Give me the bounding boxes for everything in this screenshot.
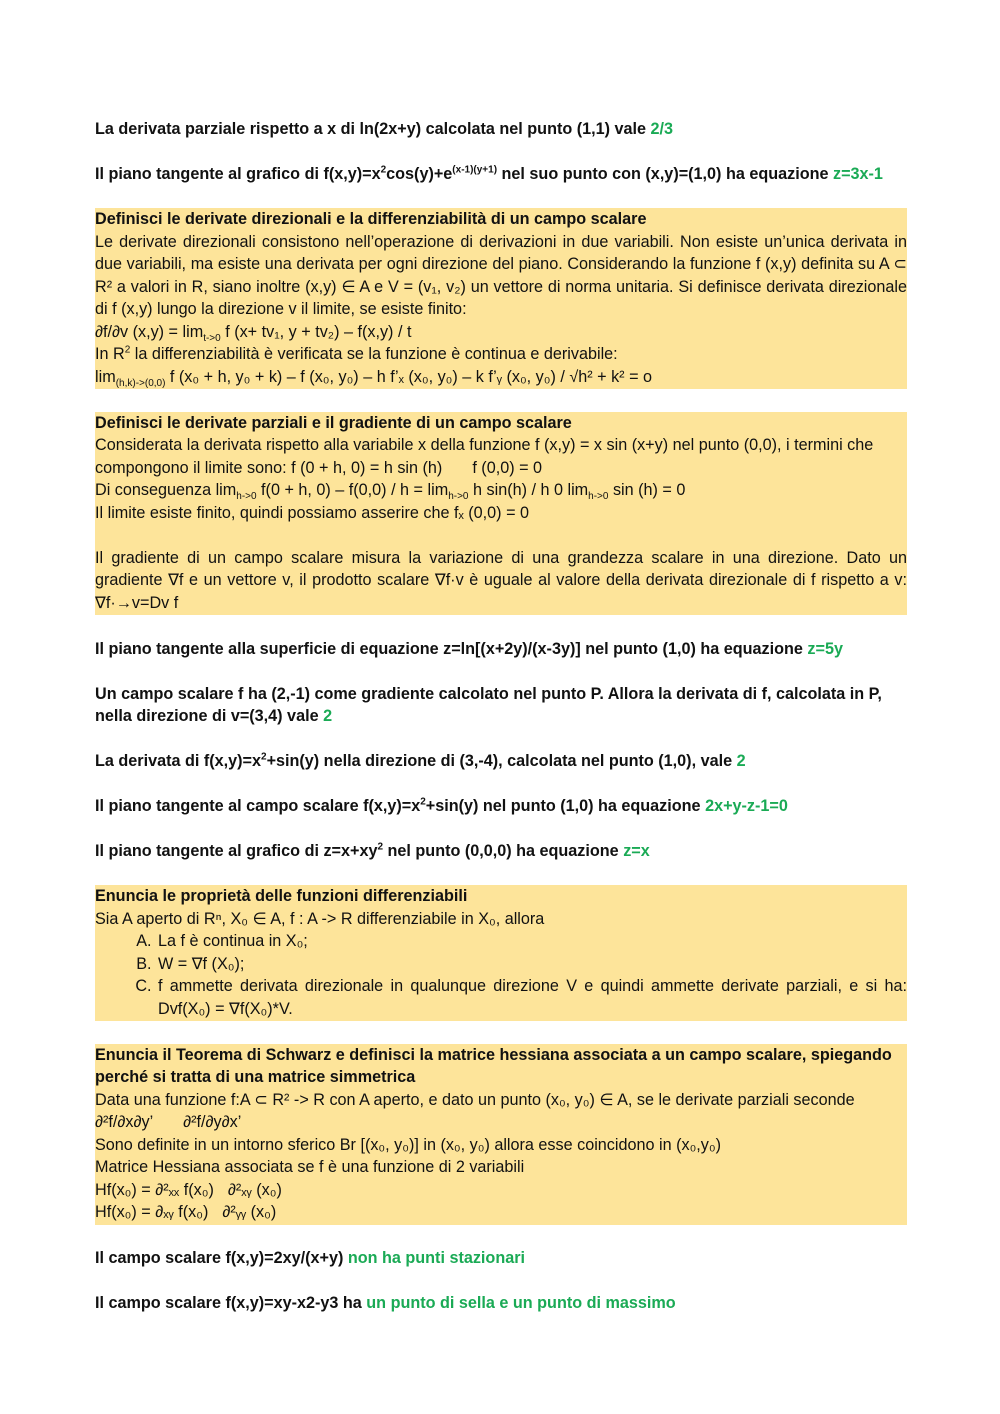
formula-text: f(0 + h, 0) – f(0,0) / h = lim [256, 481, 449, 499]
answer: z=3x-1 [832, 165, 883, 183]
superscript: 2 [377, 841, 384, 853]
question-5 [95, 750, 907, 773]
formula-text: f (x+ tv₁, y + tv₂) – f(x,y) / t [220, 322, 412, 341]
superscript: (x-1)(y+1) [452, 164, 498, 176]
list-item [156, 930, 907, 953]
formula-text: ∂²ᵧᵧ (x₀) [222, 1203, 277, 1221]
box-title: Enuncia le proprietà delle funzioni differenziabili [95, 887, 468, 905]
formula-text: h sin(h) / h 0 lim [468, 481, 589, 499]
box-formula [95, 321, 907, 344]
question-text: Il piano tangente al grafico di z=x+xy [95, 842, 378, 860]
box-line: Sia A aperto di Rⁿ, X₀ ∈ A, f : A -> R differenziabile in X₀, allora [95, 909, 545, 928]
formula-text: sin (h) = 0 [608, 481, 686, 499]
superscript: 2 [380, 164, 387, 176]
question-3 [95, 638, 907, 661]
list-item [156, 953, 907, 976]
list-item [156, 975, 907, 1020]
question-9 [95, 1292, 907, 1315]
box-formula [95, 479, 907, 502]
question-text: Un campo scalare f ha (2,-1) come gradiente calcolato nel punto P. Allora la derivata di f, calcolata in P, nella direzione di v=(3,4) vale [95, 684, 882, 725]
subscript: t->0 [203, 332, 221, 344]
formula-text: ∂f/∂v (x,y) = lim [95, 322, 204, 341]
question-text: Il campo scalare f(x,y)=xy-x2-y3 ha [95, 1294, 367, 1312]
box-paragraph: Il gradiente di un campo scalare misura la variazione di una grandezza scalare in una direzione. Dato un gradiente ∇f e un vettore v, il prodotto scalare ∇f·v è uguale al valore della derivata direzionale di f rispetto a v: ∇f·→v=Dv f [95, 548, 907, 612]
question-text: +sin(y) nella direzione di (3,-4), calcolata nel punto (1,0), vale [266, 752, 737, 770]
line-text: In R [95, 345, 125, 363]
subscript: h->0 [236, 491, 257, 503]
subscript: h->0 [588, 491, 609, 503]
box-formula [95, 1179, 907, 1202]
box-paragraph: Le derivate direzionali consistono nell’operazione di derivazioni in due variabili. Non esiste un’unica derivata in due variabili, ma esiste una derivata per ogni direzione del piano. Considerando la funzione f (x,y) definita su A ⊂ R² a valori in R, siano inoltre (x,y) ∈ A e V = (v₁, v₂) un vettore di norma unitaria. Si definisce derivata direzionale di f (x,y) lungo la direzione v il limite, se esiste finito: [95, 232, 907, 318]
question-7 [95, 840, 907, 863]
question-text: Il piano tangente al campo scalare f(x,y)=x [95, 797, 421, 815]
answer: 2x+y-z-1=0 [705, 797, 788, 815]
question-6 [95, 795, 907, 818]
formula-text: Hf(x₀) = ∂²ₓₓ f(x₀) [95, 1180, 214, 1199]
formula-text: lim [95, 367, 116, 386]
superscript: 2 [124, 344, 131, 356]
question-4 [95, 683, 907, 728]
box-title: Enuncia il Teorema di Schwarz e definisci la matrice hessiana associata a un campo scalare, spiegando perché si tratta di una matrice simmetrica [95, 1045, 892, 1086]
box-line: Il limite esiste finito, quindi possiamo asserire che fₓ (0,0) = 0 [95, 503, 530, 522]
box-line [95, 343, 907, 366]
box-partial-derivatives [95, 412, 907, 616]
box-paragraph [95, 434, 907, 479]
box-differentiable-properties [95, 885, 907, 1021]
question-2 [95, 163, 907, 186]
question-text: cos(y)+e [386, 165, 453, 183]
question-1 [95, 118, 907, 141]
answer: 2/3 [650, 120, 674, 138]
formula-text: Di conseguenza lim [95, 481, 237, 499]
paragraph-text: Considerata la derivata rispetto alla variabile x della funzione f (x,y) = x sin (x+y) nel punto (0,0), i termini che compongono il limite sono: f (0 + h, 0) = h sin (h) [95, 436, 874, 477]
question-8 [95, 1247, 907, 1270]
subscript: (h,k)->(0,0) [115, 377, 166, 389]
question-text: Il piano tangente al grafico di f(x,y)=x [95, 165, 381, 183]
box-schwarz-theorem [95, 1044, 907, 1225]
answer: non ha punti stazionari [347, 1249, 526, 1267]
list-item-text: C. f ammette derivata direzionale in qualunque direzione V e quindi ammette derivate parziali, e si ha: Dvf(X₀) = ∇f(X₀)*V. [158, 977, 907, 1018]
subscript: h->0 [448, 491, 469, 503]
formula-text: Hf(x₀) = ∂ₓᵧ f(x₀) [95, 1203, 209, 1221]
question-text: +sin(y) nel punto (1,0) ha equazione [425, 797, 706, 815]
answer: un punto di sella e un punto di massimo [366, 1294, 676, 1312]
formula-text: f (x₀ + h, y₀ + k) – f (x₀, y₀) – h f’ₓ (x₀, y₀) – k f’ᵧ (x₀, y₀) / √h² + k² = o [165, 367, 653, 386]
superscript: 2 [420, 796, 426, 808]
superscript: 2 [261, 751, 267, 763]
formula-text: ∂²ₓᵧ (x₀) [227, 1180, 282, 1199]
properties-list [95, 930, 907, 1020]
document-content [95, 118, 907, 1315]
question-text: Il campo scalare f(x,y)=2xy/(x+y) [95, 1249, 348, 1267]
line-text: la differenziabilità è verificata se la funzione è continua e derivabile: [130, 345, 618, 363]
box-directional-derivatives [95, 208, 907, 389]
box-formula [95, 366, 907, 389]
box-formula [95, 1201, 907, 1224]
question-text: La derivata di f(x,y)=x [95, 752, 261, 770]
list-item-text: W = ∇f (X₀); [158, 954, 245, 973]
answer: z=5y [807, 639, 843, 658]
answer: z=x [623, 842, 650, 860]
formula-text: ∂²f/∂x∂y’ [95, 1113, 154, 1131]
paragraph-text: f (0,0) = 0 [472, 458, 543, 477]
question-text: nel suo punto con (x,y)=(1,0) ha equazione [497, 165, 833, 183]
box-title: Definisci le derivate parziali e il gradiente di un campo scalare [95, 413, 572, 432]
formula-text: ∂²f/∂y∂x’ [183, 1113, 242, 1131]
box-line: Sono definite in un intorno sferico Br [(x₀, y₀)] in (x₀, y₀) allora esse coincidono in (x₀,y₀) [95, 1135, 722, 1154]
list-item-text: La f è continua in X₀; [158, 932, 308, 950]
box-line: Matrice Hessiana associata se f è una funzione di 2 variabili [95, 1158, 525, 1176]
box-formula [95, 1111, 907, 1134]
box-line: Data una funzione f:A ⊂ R² -> R con A aperto, e dato un punto (x₀, y₀) ∈ A, se le derivate parziali seconde [95, 1090, 855, 1109]
question-text: nel punto (0,0,0) ha equazione [383, 842, 624, 860]
answer: 2 [323, 707, 333, 725]
box-title: Definisci le derivate direzionali e la differenziabilità di un campo scalare [95, 210, 647, 228]
question-text: Il piano tangente alla superficie di equazione z=ln[(x+2y)/(x-3y)] nel punto (1,0) ha equazione [95, 639, 808, 658]
question-text: La derivata parziale rispetto a x di ln(2x+y) calcolata nel punto (1,1) vale [95, 120, 651, 138]
answer: 2 [736, 752, 746, 770]
